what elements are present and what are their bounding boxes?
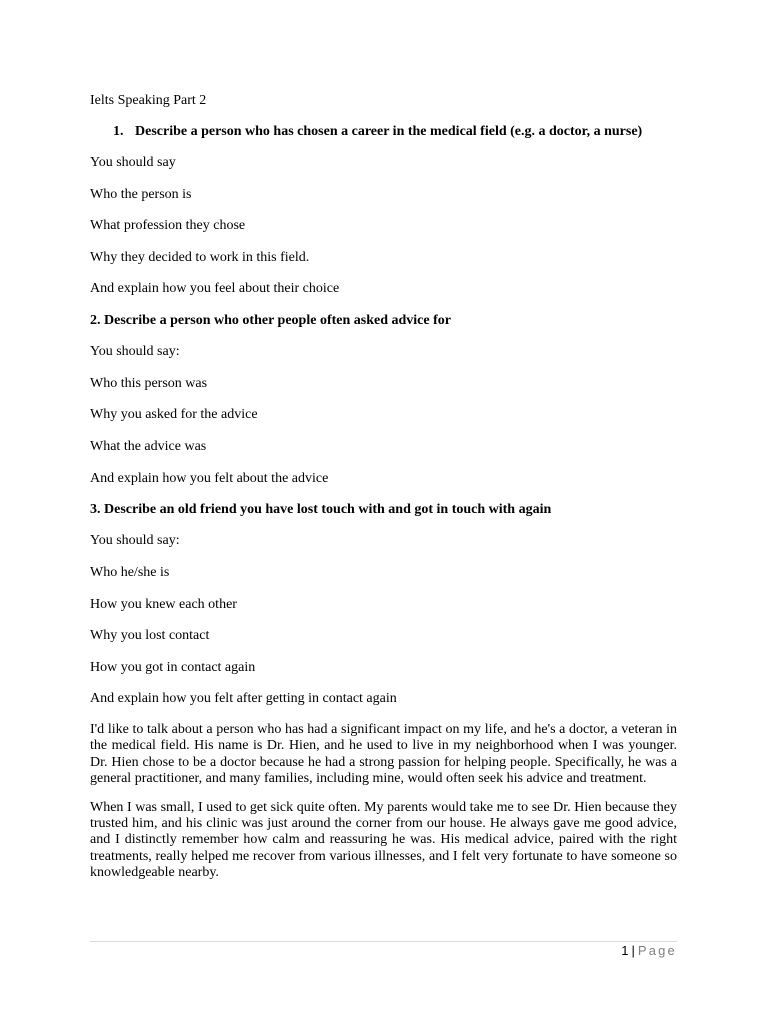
- question-2-prompt: Why you asked for the advice: [90, 407, 258, 423]
- question-3-prompt: How you knew each other: [90, 596, 237, 612]
- question-1-text: Describe a person who has chosen a career in the medical field (e.g. a doctor, a nurse): [135, 124, 643, 139]
- document-heading: Ielts Speaking Part 2: [90, 93, 207, 108]
- footer-separator: |: [631, 943, 635, 958]
- footer-divider: [90, 941, 677, 942]
- question-3-prompt: How you got in contact again: [90, 659, 256, 675]
- question-1-prompt: Why they decided to work in this field.: [90, 249, 310, 265]
- question-2-prompt: And explain how you felt about the advice: [90, 470, 329, 486]
- page-footer: [621, 943, 677, 959]
- question-2-prompt: You should say:: [90, 344, 180, 360]
- document-body: [90, 92, 677, 894]
- question-2-prompt: Who this person was: [90, 375, 208, 391]
- essay-paragraph-2: When I was small, I used to get sick quite often. My parents would take me to see Dr. Hien because they trusted him, and his clinic was just around the corner from our house. He always gave me good advice, and I distinctly remember how calm and reassuring he was. His medical advice, paired with the right treatments, really helped me recover from various illnesses, and I felt very fortunate to have someone so knowledgeable nearby.: [90, 799, 677, 880]
- page-label: Page: [637, 943, 677, 958]
- question-3-prompt: Why you lost contact: [90, 628, 210, 644]
- essay-paragraph-1: I'd like to talk about a person who has had a significant impact on my life, and he's a doctor, a veteran in the medical field. His name is Dr. Hien, and he used to live in my neighborhood when I was younger. Dr. Hien chose to be a doctor because he had a strong passion for helping people. Specifically, he was a general practitioner, and many families, including mine, would often seek his advice and treatment.: [90, 722, 677, 786]
- question-1-prompt: You should say: [90, 155, 176, 170]
- question-1-prompt: What profession they chose: [90, 218, 246, 234]
- question-2-title: 2. Describe a person who other people often asked advice for: [90, 313, 451, 329]
- question-1-prompt: And explain how you feel about their choice: [90, 281, 340, 297]
- page-number: 1: [621, 943, 629, 958]
- question-3-prompt: Who he/she is: [90, 564, 170, 580]
- question-3-title: 3. Describe an old friend you have lost touch with and got in touch with again: [90, 502, 552, 518]
- question-2-prompt: What the advice was: [90, 438, 207, 454]
- question-1-number: 1.: [113, 124, 124, 139]
- question-1-title: [90, 123, 677, 140]
- question-3-prompt: You should say:: [90, 533, 180, 549]
- question-3-prompt: And explain how you felt after getting in contact again: [90, 691, 397, 707]
- question-1-prompt: Who the person is: [90, 186, 192, 202]
